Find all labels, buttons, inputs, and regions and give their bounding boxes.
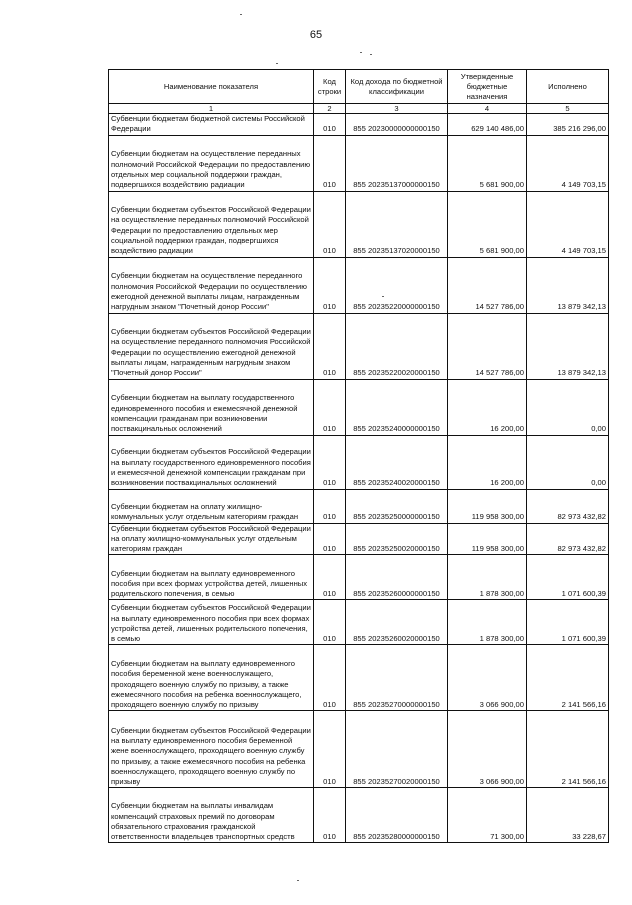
row-code: 010 [314, 313, 346, 379]
row-approved: 3 066 900,00 [448, 645, 527, 711]
column-header-row-code: Код строки [314, 70, 346, 104]
row-income-code: 855 20235220000000150 [346, 257, 448, 313]
row-name: Субвенции бюджетам субъектов Российской Федерации на выплату государственного единовременного пособия и ежемесячной денежной компенсации гражданам при возникновении поствакцинальных осложнений [109, 435, 314, 489]
row-executed: 82 973 432,82 [527, 489, 609, 523]
row-income-code: 855 20235137020000150 [346, 191, 448, 257]
column-header-income-code: Код дохода по бюджетной классификации [346, 70, 448, 104]
row-name: Субвенции бюджетам субъектов Российской Федерации на осуществление переданных полномочий Российской Федерации по предоставлению отдельных мер социальной поддержки граждан, подвергшихся воздействию радиации [109, 191, 314, 257]
row-code: 010 [314, 600, 346, 645]
row-approved: 629 140 486,00 [448, 114, 527, 136]
row-approved: 16 200,00 [448, 379, 527, 435]
row-name: Субвенции бюджетам субъектов Российской Федерации на выплату единовременного пособия беременной жене военнослужащего, проходящего военную службу по призыву, а также ежемесячного пособия на ребенка военнослужащего, проходящего военную службу по призыву [109, 711, 314, 788]
row-approved: 14 527 786,00 [448, 313, 527, 379]
row-name: Субвенции бюджетам на осуществление переданного полномочия Российской Федерации по осуществлению ежегодной денежной выплаты лицам, награжденным нагрудным знаком "Почетный донор России" [109, 257, 314, 313]
row-name: Субвенции бюджетам на выплату государственного единовременного пособия и ежемесячной денежной компенсации гражданам при возникновении поствакцинальных осложнений [109, 379, 314, 435]
scan-speck [360, 52, 362, 53]
row-approved: 119 958 300,00 [448, 489, 527, 523]
row-name: Субвенции бюджетам на выплаты инвалидам компенсаций страховых премий по договорам обязательного страхования гражданской ответственности владельцев транспортных средств [109, 788, 314, 843]
column-number: 5 [527, 104, 609, 114]
row-income-code: 855 20235260020000150 [346, 600, 448, 645]
row-code: 010 [314, 523, 346, 555]
row-approved: 1 878 300,00 [448, 555, 527, 600]
row-income-code: 855 20230000000000150 [346, 114, 448, 136]
row-income-code: 855 20235260000000150 [346, 555, 448, 600]
table-row [109, 645, 609, 711]
column-header-approved: Утвержденные бюджетные назначения [448, 70, 527, 104]
row-name: Субвенции бюджетам бюджетной системы Российской Федерации [109, 114, 314, 136]
table-row [109, 600, 609, 645]
row-executed: 4 149 703,15 [527, 191, 609, 257]
row-name: Субвенции бюджетам на выплату единовременного пособия при всех формах устройства детей, лишенных родительского попечения, в семью [109, 555, 314, 600]
row-executed: 13 879 342,13 [527, 257, 609, 313]
table-row [109, 435, 609, 489]
table-row [109, 114, 609, 136]
row-income-code: 855 20235137000000150 [346, 135, 448, 191]
table-row [109, 135, 609, 191]
row-income-code: 855 20235250020000150 [346, 523, 448, 555]
row-executed: 82 973 432,82 [527, 523, 609, 555]
column-header-executed: Исполнено [527, 70, 609, 104]
column-number: 1 [109, 104, 314, 114]
row-name: Субвенции бюджетам на оплату жилищно-коммунальных услуг отдельным категориям граждан [109, 489, 314, 523]
row-name: Субвенции бюджетам субъектов Российской Федерации на выплату единовременного пособия при всех формах устройства детей, лишенных родительского попечения, в семью [109, 600, 314, 645]
row-code: 010 [314, 114, 346, 136]
row-code: 010 [314, 711, 346, 788]
row-approved: 119 958 300,00 [448, 523, 527, 555]
row-approved: 16 200,00 [448, 435, 527, 489]
row-executed: 2 141 566,16 [527, 645, 609, 711]
row-code: 010 [314, 788, 346, 843]
table-header-row [109, 70, 609, 104]
column-header-name: Наименование показателя [109, 70, 314, 104]
table-row [109, 788, 609, 843]
row-executed: 1 071 600,39 [527, 600, 609, 645]
row-code: 010 [314, 645, 346, 711]
row-code: 010 [314, 191, 346, 257]
row-approved: 1 878 300,00 [448, 600, 527, 645]
row-executed: 33 228,67 [527, 788, 609, 843]
row-executed: 4 149 703,15 [527, 135, 609, 191]
column-number: 3 [346, 104, 448, 114]
scan-speck [276, 63, 278, 64]
row-name: Субвенции бюджетам на выплату единовременного пособия беременной жене военнослужащего, проходящего военную службу по призыву, а также ежемесячного пособия на ребенка военнослужащего, проходящего военную службу по призыву [109, 645, 314, 711]
row-code: 010 [314, 555, 346, 600]
scan-speck [297, 880, 299, 881]
row-code: 010 [314, 435, 346, 489]
row-executed: 0,00 [527, 435, 609, 489]
scan-speck [370, 54, 372, 55]
row-code: 010 [314, 135, 346, 191]
row-income-code: 855 20235240000000150 [346, 379, 448, 435]
row-executed: 13 879 342,13 [527, 313, 609, 379]
table-row [109, 489, 609, 523]
row-executed: 0,00 [527, 379, 609, 435]
table-row [109, 313, 609, 379]
column-number: 2 [314, 104, 346, 114]
row-code: 010 [314, 379, 346, 435]
page-number: 65 [309, 29, 323, 41]
row-name: Субвенции бюджетам на осуществление переданных полномочий Российской Федерации по предоставлению отдельных мер социальной поддержки граждан, подвергшихся воздействию радиации [109, 135, 314, 191]
row-approved: 3 066 900,00 [448, 711, 527, 788]
row-executed: 385 216 296,00 [527, 114, 609, 136]
table-row [109, 523, 609, 555]
row-income-code: 855 20235250000000150 [346, 489, 448, 523]
row-executed: 2 141 566,16 [527, 711, 609, 788]
row-income-code: 855 20235220020000150 [346, 313, 448, 379]
row-name: Субвенции бюджетам субъектов Российской Федерации на осуществление переданного полномочия Российской Федерации по осуществлению ежегодной денежной выплаты лицам, награжденным нагрудным знаком "Почетный донор России" [109, 313, 314, 379]
row-code: 010 [314, 489, 346, 523]
row-income-code: 855 20235270000000150 [346, 645, 448, 711]
table-row [109, 379, 609, 435]
row-income-code: 855 20235270020000150 [346, 711, 448, 788]
row-income-code: 855 20235280000000150 [346, 788, 448, 843]
row-approved: 5 681 900,00 [448, 135, 527, 191]
row-executed: 1 071 600,39 [527, 555, 609, 600]
table-row [109, 191, 609, 257]
table-row [109, 555, 609, 600]
column-number-row [109, 104, 609, 114]
report-table [108, 69, 609, 843]
row-approved: 14 527 786,00 [448, 257, 527, 313]
column-number: 4 [448, 104, 527, 114]
table-row [109, 257, 609, 313]
row-name: Субвенции бюджетам субъектов Российской Федерации на оплату жилищно-коммунальных услуг отдельным категориям граждан [109, 523, 314, 555]
row-income-code: 855 20235240020000150 [346, 435, 448, 489]
row-approved: 5 681 900,00 [448, 191, 527, 257]
row-approved: 71 300,00 [448, 788, 527, 843]
row-code: 010 [314, 257, 346, 313]
table-row [109, 711, 609, 788]
scan-speck [240, 14, 242, 15]
